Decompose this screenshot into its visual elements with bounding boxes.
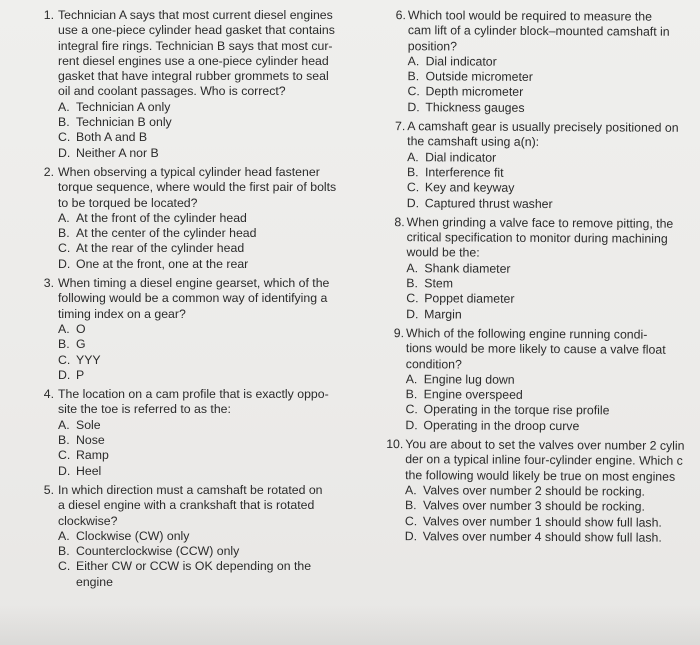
question-stem: When observing a typical cylinder head fastener torque sequence, where would the first pair of bolts to be torqued be located? — [58, 164, 337, 210]
question-number: 3. — [43, 276, 54, 291]
question-number: 4. — [43, 387, 54, 402]
option-b: B. Technician B only — [58, 115, 172, 130]
question-3 — [20, 276, 370, 383]
question-number: 10. — [386, 437, 404, 452]
question-4 — [20, 387, 370, 479]
option-c: C. Poppet diameter — [406, 291, 515, 307]
option-a: A. Valves over number 2 should be rocking. — [405, 483, 646, 499]
option-b: B. Interference fit — [406, 165, 504, 180]
option-b: B. Stem — [406, 276, 454, 291]
question-number: 7. — [394, 119, 406, 134]
question-stem: Which of the following engine running condi- tions would be more likely to cause a valve float condition? — [405, 326, 666, 372]
option-a: A. Dial indicator — [407, 149, 497, 165]
question-number: 8. — [394, 214, 405, 229]
right-column — [381, 8, 700, 550]
option-b: B. At the center of the cylinder head — [58, 226, 257, 241]
option-b: B. Counterclockwise (CCW) only — [58, 544, 240, 559]
option-d: D. Thickness gauges — [407, 99, 525, 115]
question-number: 1. — [43, 8, 54, 22]
option-a: A. Clockwise (CW) only — [58, 528, 190, 543]
question-stem: Technician A says that most current diesel engines use a one-piece cylinder head gasket that contains integral fire rings. Technician B says that most cur- rent diesel engines use a one-piece cylinder head gasket that have integral rubber grommets to seal oil and coolant passages. Who is correct? — [58, 8, 335, 99]
option-a: A. Engine lug down — [405, 371, 515, 387]
question-2 — [20, 165, 370, 272]
question-9 — [381, 326, 700, 435]
option-a: A. Shank diameter — [406, 260, 511, 276]
question-stem: When grinding a valve face to remove pitting, the critical specification to monitor during machining would be the: — [406, 215, 674, 261]
option-c: C. Operating in the torque rise profile — [405, 402, 610, 418]
option-d: D. One at the front, one at the rear — [58, 256, 249, 271]
option-d: D. Margin — [406, 306, 462, 322]
option-b: B. Outside micrometer — [407, 69, 533, 85]
option-a: A. Technician A only — [58, 99, 171, 114]
option-d: D. Operating in the droop curve — [405, 417, 580, 433]
option-c: C. Depth micrometer — [407, 84, 524, 100]
question-stem: Which tool would be required to measure the cam lift of a cylinder block–mounted camshaft in position? — [407, 8, 670, 54]
question-number: 2. — [43, 164, 54, 179]
option-b: B. Engine overspeed — [405, 387, 523, 402]
option-a: A. At the front of the cylinder head — [58, 210, 247, 225]
option-b: B. G — [58, 337, 86, 352]
option-c: C. Key and keyway — [406, 180, 515, 196]
option-d: D. Heel — [58, 463, 102, 478]
option-d: D. Neither A nor B — [58, 145, 159, 160]
question-8 — [382, 215, 700, 324]
question-5 — [20, 483, 370, 590]
option-c: C. Either CW or CCW is OK depending on the engine — [58, 559, 312, 589]
question-stem: In which direction must a camshaft be rotated on a diesel engine with a crankshaft that is rotated clockwise? — [58, 482, 323, 528]
question-7 — [383, 119, 700, 213]
option-c: C. Valves over number 1 should show full lash. — [404, 513, 662, 530]
option-a: A. O — [58, 321, 86, 336]
left-column — [20, 8, 370, 594]
question-6 — [383, 8, 700, 117]
option-b: B. Valves over number 3 should be rocking. — [404, 498, 645, 514]
question-1 — [20, 8, 370, 161]
question-stem: You are about to set the valves over number 2 cylin der on a typical inline four-cylinder engine. Which c the following would likely be true on most engines — [405, 437, 685, 484]
question-number: 9. — [393, 326, 405, 341]
option-c: C. Ramp — [58, 448, 109, 463]
option-c: C. At the rear of the cylinder head — [58, 241, 245, 256]
option-a: A. Dial indicator — [407, 54, 497, 69]
question-number: 6. — [395, 8, 406, 23]
question-number: 5. — [43, 482, 54, 497]
option-c: C. Both A and B — [58, 130, 148, 145]
option-d: D. Captured thrust washer — [406, 195, 553, 211]
option-a: A. Sole — [58, 417, 101, 432]
option-b: B. Nose — [58, 433, 105, 448]
question-10 — [381, 437, 700, 546]
option-d: D. Valves over number 4 should show full lash. — [404, 528, 662, 545]
option-c: C. YYY — [58, 352, 101, 367]
option-d: D. P — [58, 367, 85, 382]
question-stem: The location on a cam profile that is exactly oppo- site the toe is referred to as the: — [58, 387, 329, 417]
question-stem: A camshaft gear is usually precisely positioned on the camshaft using a(n): — [407, 119, 679, 150]
question-stem: When timing a diesel engine gearset, which of the following would be a common way of identifying a timing index on a gear? — [58, 276, 330, 321]
